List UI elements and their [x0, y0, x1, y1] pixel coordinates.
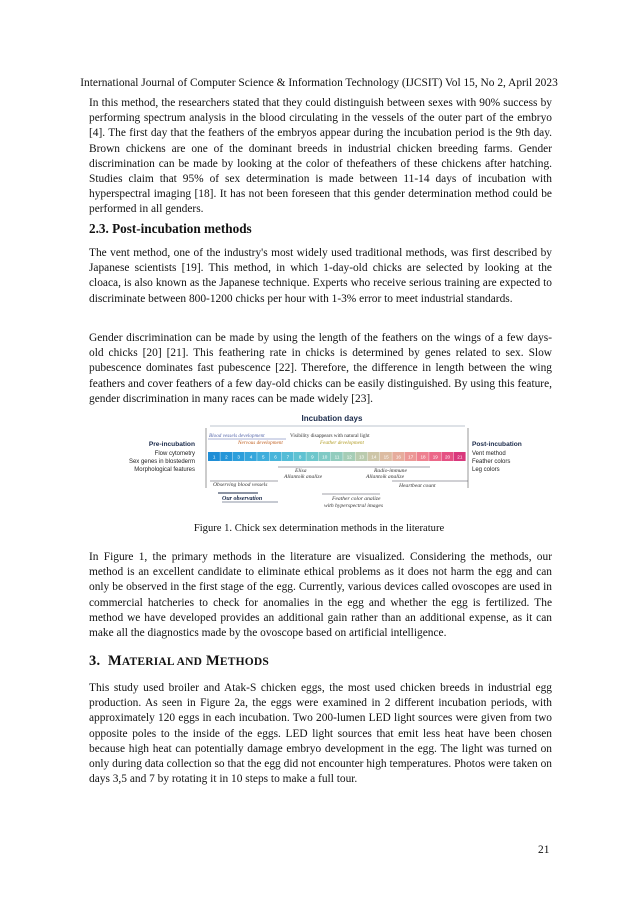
label-blood-vessels-development: Blood vessels development	[209, 433, 265, 439]
day-label-12: 12	[346, 454, 352, 460]
heading-3-number: 3.	[89, 653, 101, 669]
section-heading-2-3: 2.3. Post-incubation methods	[89, 221, 252, 236]
label-allantoik-2: Allantoik analize	[366, 474, 405, 480]
day-label-20: 20	[445, 454, 451, 460]
right-item-leg-colors: Leg colors	[472, 467, 500, 473]
figure-1-diagram	[110, 412, 530, 512]
heading-3-ethods: ETHODS	[219, 656, 269, 668]
day-label-1: 1	[212, 454, 216, 460]
day-label-14: 14	[371, 454, 377, 460]
figure-1-svg	[110, 412, 530, 512]
label-radio-immune: Radio-immune	[374, 468, 407, 474]
section-heading-3	[89, 653, 269, 670]
day-label-17: 17	[408, 454, 414, 460]
left-item-sex-genes: Sex genes in blostederm	[128, 459, 195, 465]
paragraph-2: The vent method, one of the industry's most widely used traditional methods, was first described by Japanese scientists [19]. This method, in which 1-day-old chicks are selected by looking at the cloaca, is also known as the Japanese technique. Experts who receive serious training are expected to discriminate between 800-1200 chicks per hour with 1-3% error to meet industrial standards.	[89, 247, 552, 305]
left-item-flow-cytometry: Flow cytometry	[154, 451, 195, 457]
figure-title: Incubation days	[301, 414, 363, 423]
day-label-21: 21	[457, 454, 463, 460]
day-label-18: 18	[420, 454, 426, 460]
label-our-observation: Our observation	[222, 496, 263, 502]
label-elisa: Elisa	[295, 468, 307, 474]
day-label-9: 9	[311, 454, 314, 460]
day-label-8: 8	[298, 454, 302, 460]
label-nervous-development: Nervous development	[238, 440, 283, 446]
figure-1-caption: Figure 1. Chick sex determination methods in the literature	[193, 523, 445, 534]
label-hyperspectral-images: with hyperspectral images	[324, 503, 384, 509]
incubation-day-strip	[208, 452, 466, 461]
paragraph-3: Gender discrimination can be made by using the length of the feathers on the wings of a few days-old chicks [20] [21]. This feathering rate in chicks is determined by genes related to sex. Slow pubescence dominates fast pubescence [22]. Therefore, the difference in length between the wing feathers and cover feathers of a few day-old chicks can be easily distinguished. By using this feature, gender discrimination in many races can be made widely [23].	[89, 332, 552, 405]
paragraph-4: In Figure 1, the primary methods in the literature are visualized. Considering the methods, our method is an excellent candidate to eliminate ethical problems as it does not harm the egg and can only be observed in the first stage of the egg. Currently, various devices called ovoscopes are used in commercial hatcheries to check for anomalies in the egg and whether the egg is fertilized. The method we have developed provides an additional gain rather than an additional expense, as it can make all the diagnostics made by the ovoscope based on artificial intelligence.	[89, 551, 552, 640]
day-label-15: 15	[383, 454, 389, 460]
label-allantoik-1: Allantoik analize	[284, 474, 323, 480]
right-item-vent-method: Vent method	[472, 451, 506, 457]
day-label-16: 16	[395, 454, 401, 460]
day-label-5: 5	[262, 454, 265, 460]
day-label-4: 4	[249, 454, 253, 460]
pre-incubation-title: Pre-incubation	[148, 441, 195, 448]
label-heartbeat-count: Heartbeat count	[399, 483, 436, 489]
post-incubation-title: Post-incubation	[472, 441, 522, 448]
heading-3-aterial: ATERIAL AND	[121, 656, 203, 668]
label-observing-blood-vessels: Observing blood vessels	[213, 482, 268, 488]
paragraph-1: In this method, the researchers stated that they could distinguish between sexes with 90% success by performing spectrum analysis in the blood circulating in the vessels of the outer part of the embryo [4]. The first day that the feathers of the embryos appear during the incubation period is the 9th day. Brown chickens are one of the dominant breeds in industrial chicken breeding farms. Gender discrimination can be made by looking at the color of thefeathers of these chickens after hatching. Studies claim that 95% of sex determination is made between 11-14 days of incubation with hyperspectral imaging [18]. It has not been foreseen that this gender determination method could be performed in all genders.	[89, 97, 552, 216]
day-label-10: 10	[322, 454, 328, 460]
page-number: 21	[538, 844, 550, 856]
heading-3-M2: M	[205, 653, 220, 669]
label-visibility-disappears: Visibility disappears with natural light	[290, 433, 370, 439]
label-feather-development: Feather development	[320, 440, 364, 446]
day-label-6: 6	[274, 454, 277, 460]
heading-3-M: M	[107, 653, 122, 669]
right-item-feather-colors: Feather colors	[472, 459, 511, 465]
day-label-13: 13	[359, 454, 365, 460]
left-item-morphological: Morphological features	[134, 467, 195, 473]
label-feather-color-analize: Feather color analize	[332, 496, 381, 502]
day-label-3: 3	[237, 454, 240, 460]
journal-header: International Journal of Computer Science & Information Technology (IJCSIT) Vol 15, No 2, April 2023	[80, 77, 558, 89]
day-label-7: 7	[286, 454, 290, 460]
day-label-11: 11	[334, 454, 340, 460]
day-label-2: 2	[225, 454, 228, 460]
paragraph-5: This study used broiler and Atak-S chicken eggs, the most used chicken breeds in industrial egg production. As seen in Figure 2a, the eggs were examined in 2 different incubation periods, with approximately 120 eggs in each incubation. Two 200-lumen LED light sources were given from two opposite poles to the inside of the eggs. LED light sources that emit less heat have been chosen because high heat can potentially damage embryo development in the egg. The light was turned on only during data collection so that the egg did not encounter high temperatures. Photos were taken on days 3,5 and 7 by rotating it in 10 steps to make a full tour.	[89, 682, 552, 786]
day-label-19: 19	[432, 454, 438, 460]
